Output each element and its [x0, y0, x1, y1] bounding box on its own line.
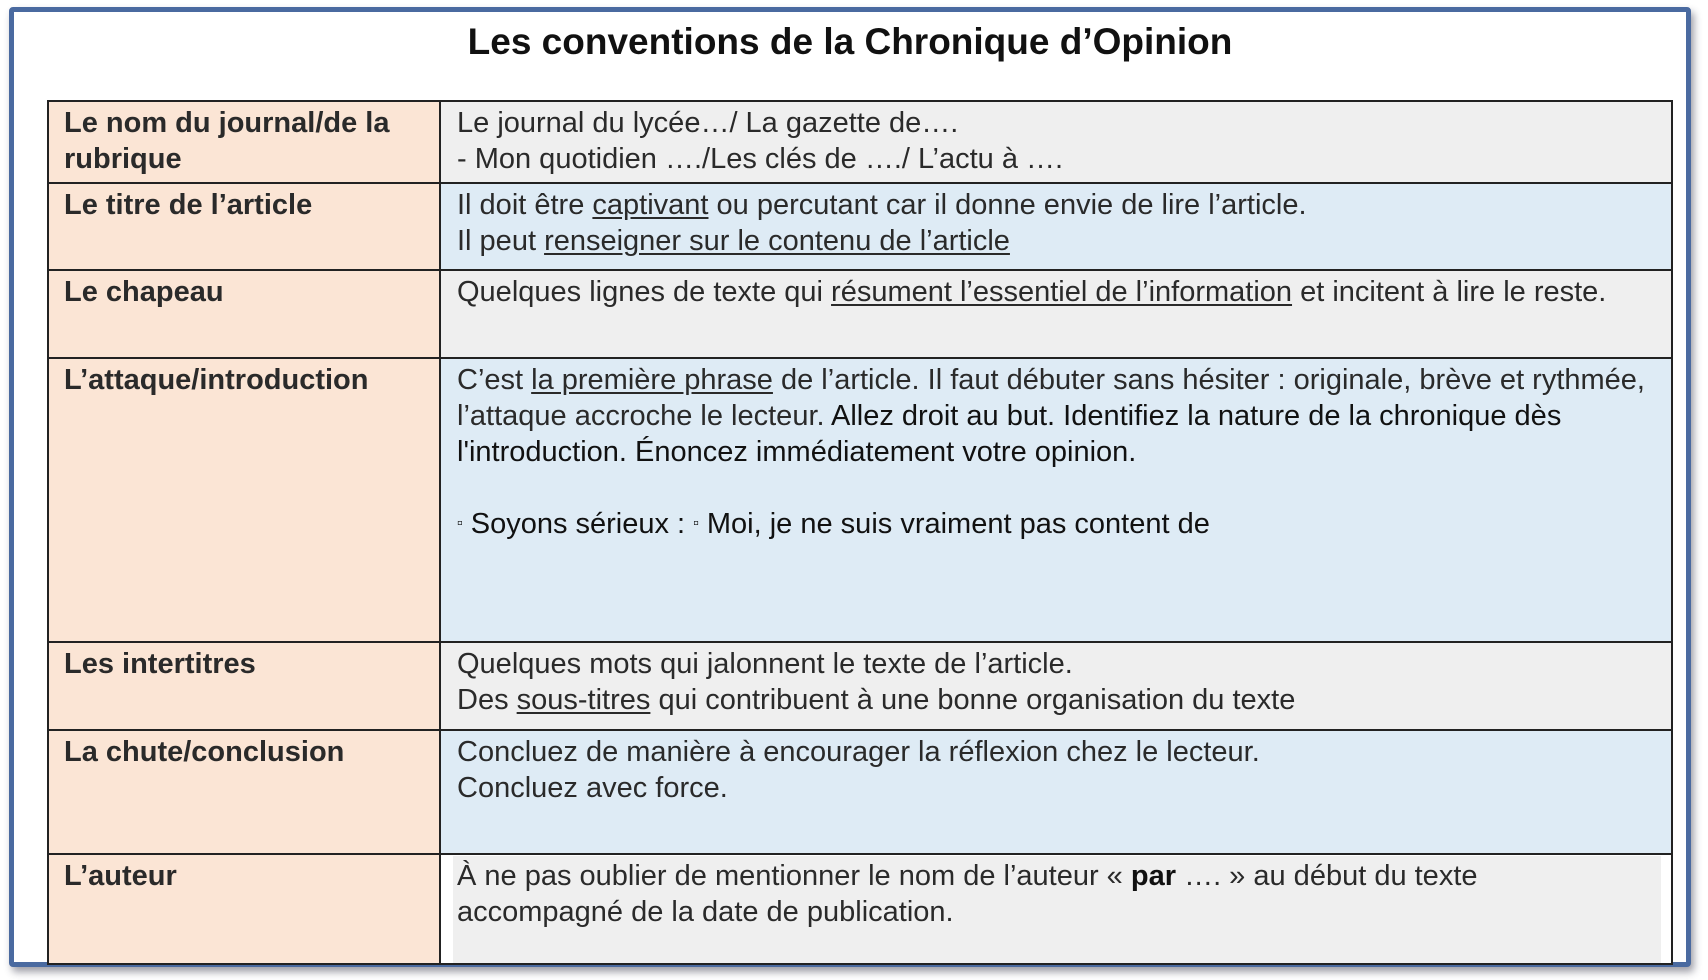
text-run: Il doit être — [457, 189, 593, 221]
content-line — [457, 223, 1659, 259]
row-label: La chute/conclusion — [48, 730, 440, 854]
content-paragraph — [453, 856, 1661, 963]
row-label: Les intertitres — [48, 642, 440, 730]
text-run: et incitent à lire le reste. — [1292, 276, 1607, 308]
bullet-icon: ▫ — [693, 515, 699, 532]
row-label: Le chapeau — [48, 270, 440, 358]
example-line — [457, 506, 1659, 542]
content-paragraph — [457, 274, 1659, 310]
text-run: Il peut — [457, 225, 545, 257]
text-run: ou percutant car il donne envie de lire l’article. — [708, 189, 1307, 221]
conventions-table — [47, 100, 1673, 965]
content-paragraph — [457, 362, 1659, 470]
table-row — [48, 270, 1672, 358]
underlined-text: renseigner sur le contenu de l’article — [544, 225, 1010, 257]
text-run: Des — [457, 684, 517, 716]
page-title: Les conventions de la Chronique d’Opinion — [467, 21, 1233, 62]
row-label: L’attaque/introduction — [48, 358, 440, 642]
table-row — [48, 642, 1672, 730]
row-content — [440, 358, 1672, 642]
row-content — [440, 183, 1672, 270]
content-line: Concluez de manière à encourager la réflexion chez le lecteur. — [457, 736, 1260, 768]
content-line: Quelques mots qui jalonnent le texte de l’article. — [457, 648, 1073, 680]
row-label: L’auteur — [48, 854, 440, 964]
spacer — [457, 470, 1659, 506]
row-content — [440, 270, 1672, 358]
content-line: Le journal du lycée…/ La gazette de…. — [457, 107, 959, 139]
text-run: Soyons sérieux : — [462, 508, 694, 540]
table-row — [48, 730, 1672, 854]
text-run: C’est — [457, 364, 532, 396]
table-row — [48, 854, 1672, 964]
underlined-text: sous-titres — [516, 684, 651, 716]
row-content — [440, 101, 1672, 183]
text-run: de l’article. Il faut débuter sans hésiter : originale, brève et rythmée, l’attaque accroche le lecteur. — [457, 364, 1645, 432]
table-row — [48, 358, 1672, 642]
document-frame — [9, 7, 1691, 967]
row-content — [440, 730, 1672, 854]
row-content — [440, 642, 1672, 730]
row-label: Le titre de l’article — [48, 183, 440, 270]
text-run: Allez droit au but. Identifiez la nature de la chronique dès l'introduction. Énoncez immédiatement votre opinion. — [457, 400, 1562, 468]
table-row — [48, 183, 1672, 270]
table-row — [48, 101, 1672, 183]
content-line: - Mon quotidien …./Les clés de …./ L’actu à …. — [457, 143, 1064, 175]
underlined-text: captivant — [592, 189, 709, 221]
underlined-text: la première phrase — [531, 364, 773, 396]
text-run: …. » au début du texte accompagné de la date de publication. — [457, 860, 1478, 928]
row-content — [440, 854, 1672, 964]
row-label: Le nom du journal/de la rubrique — [48, 101, 440, 183]
text-run: qui contribuent à une bonne organisation du texte — [650, 684, 1296, 716]
bullet-icon: ▫ — [457, 515, 463, 532]
text-run: Quelques lignes de texte qui — [457, 276, 832, 308]
underlined-text: résument l’essentiel de l’information — [831, 276, 1293, 308]
text-run: À ne pas oublier de mentionner le nom de l’auteur « — [457, 860, 1131, 892]
text-run: Moi, je ne suis vraiment pas content de — [698, 508, 1210, 540]
content-line — [457, 682, 1659, 718]
bold-text: par — [1130, 860, 1177, 892]
content-line — [457, 187, 1659, 223]
content-line: Concluez avec force. — [457, 772, 728, 804]
